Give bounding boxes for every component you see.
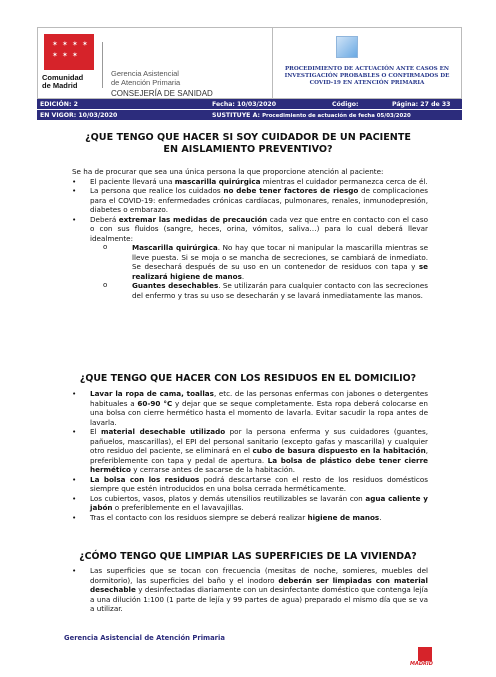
section-1-heading-line-2: EN AISLAMIENTO PREVENTIVO? [163,144,333,155]
logo-caption [42,74,100,90]
s1s1-text-d: . [241,271,245,281]
s2b1-text-c: 60-90 °C [137,398,173,408]
s1s1-text-c: se realizará higiene de manos [132,262,428,281]
section-1-bullet-3 [72,215,428,244]
page-number: Página: 27 de 33 [392,100,451,108]
subitem-marker: o [103,243,108,251]
section-2-heading: ¿QUE TENGO QUE HACER CON LOS RESIDUOS EN EL DOMICILIO? [79,373,417,384]
organization-block [102,42,272,98]
validity-bar [37,110,462,120]
s1s2-text-a: Guantes desechables [132,281,219,290]
s2b2-text-f: La bolsa de plástico debe tener cierre hermético [90,455,428,474]
s2b2-text-a: El [90,427,101,436]
s2b4-text-b: agua caliente y jabón [90,493,428,512]
edition-bar [37,99,462,109]
section-1-heading [60,132,436,156]
section-1-intro: Se ha de procurar que sea una única persona la que proporcione atención al paciente: [72,167,384,176]
replaces-label-value: Procedimiento de actuación de fecha 05/03/2020 [262,112,411,119]
in-force-label: EN VIGOR: 10/03/2020 [40,111,118,119]
s1b1-text-b: mascarilla quirúrgica [174,176,261,186]
s1s2-text-b: . Se utilizarán para cualquier contacto con las secreciones del enfermo y tras su uso se desecharán y se lavará inmediatamente las manos. [132,281,428,300]
section-1-body [72,167,428,300]
s3b1-text-b: deberán ser limpiadas con material desechable [90,575,428,594]
s1b2-text-a: La persona que realice los cuidados [90,186,224,195]
section-1-subitem-2 [72,281,428,300]
section-3-heading: ¿CÓMO TENGO QUE LIMPIAR LAS SUPERFICIES DE LA VIVIENDA? [79,551,417,562]
code-label: Código: [332,100,359,108]
s2b3-text-b: podrá descartarse con el resto de los residuos domésticos siempre que estén introducidos en una bolsa cerrada herméticamente. [90,474,428,493]
logo-text-line-2: de Madrid [42,81,78,90]
s2b2-text-b: material desechable utilizado [100,427,226,436]
footer-organization: Gerencia Asistencial de Atención Primaria [64,634,225,642]
s2b5-text-a: Tras el contacto con los residuos siempre se deberá realizar [90,512,308,522]
s2b4-text-c: o preferiblemente en el lavavajillas. [112,503,244,512]
section-2-body [72,389,428,522]
subitem-marker: o [103,281,108,289]
s2b5-text-c: . [379,512,382,522]
section-2-bullet-2 [72,427,428,475]
s2b2-text-c: por la persona enferma y sus cuidadores (guantes, pañuelos, mascarillas), el EPI del personal sanitario (excepto gafas y mascarilla) y cualquier otro residuo del paciente, se eliminará en el [90,427,428,455]
section-2-bullet-4 [72,494,428,513]
s1b3-text-b: extremar las medidas de precaución [118,214,268,224]
s3b1-text-c: y desinfectadas diariamente con un desinfectante doméstico que contenga lejía a una dilución 1:100 (1 parte de lejía y 99 partes de agua) preparado el mismo día que se va a utilizar. [90,585,428,613]
org-line-2: de Atención Primaria [111,78,181,87]
date-label: Fecha: 10/03/2020 [212,100,277,108]
s1s1-text-b: . No hay que tocar ni manipular la mascarilla mientras se lleve puesta. Si se moja o se mancha de secreciones, se cambiará de inmediato. Se desechará después de su uso en un contenedor de residuos con tapa y [132,243,428,271]
document-title: PROCEDIMIENTO DE ACTUACIÓN ANTE CASOS EN INVESTIGACIÓN PROBABLES O CONFIRMADOS DE COVID-19 EN ATENCIÓN PRIMARIA [284,66,450,86]
s1b2-text-c: de complicaciones para el COVID-19: enfermedades crónicas cardíacas, pulmonares, renales, inmunodepresión, diabetes o embarazo. [90,186,428,214]
s2b2-text-e: , preferiblemente con tapa y pedal de apertura. [90,446,429,465]
section-1-heading-line-1: ¿QUE TENGO QUE HACER SI SOY CUIDADOR DE UN PACIENTE [85,132,411,143]
section-1-bullet-1 [72,177,428,187]
s1b3-text-a: Deberá [90,214,119,224]
document-title-block [272,28,461,98]
document-header [37,27,462,99]
s2b3-text-a: La bolsa con los residuos [90,474,200,484]
section-3-bullet-1 [72,566,428,614]
footer-logo-text: MADRID [410,661,433,667]
madrid-stars-flag: ✶ ✶ ✶ ✶ ✶ ✶ ✶ [44,34,94,70]
s2b1-text-d: y dejar que se seque completamente. Esta ropa deberá colocarse en una bolsa con cierre hermético hasta el momento de lavarla. Evitar sacudir la ropa antes de lavarla. [90,398,428,427]
logo-text-line-1: Comunidad [42,73,84,82]
replaces-label [212,112,411,119]
org-line-3: CONSEJERÍA DE SANIDAD [111,89,213,98]
s1b2-text-b: no debe tener factores de riesgo [223,186,359,195]
s2b1-text-b: , etc. de las personas enfermas con jabones o detergentes habituales a [90,389,428,408]
s2b1-text-a: Lavar la ropa de cama, toallas [90,389,214,398]
footer-logo-mark [418,647,432,661]
section-1-subitem-1 [72,243,428,281]
section-2-bullet-3 [72,475,428,494]
edition-label: EDICIÓN: 2 [40,100,78,108]
s1b3-text-c: cada vez que entre en contacto con el caso o con sus fluidos (sangre, heces, orina, vómitos, saliva…) para lo cual deberá llevar idealmente: [90,214,428,243]
section-3-body [72,566,428,614]
document-icon [336,36,358,58]
section-2-bullet-5 [72,513,428,523]
org-line-1: Gerencia Asistencial [111,69,179,78]
s2b2-text-d: cubo de basura dispuesto en la habitación [252,446,426,455]
comunidad-madrid-logo [38,28,102,98]
s2b2-text-g: y cerrarse antes de sacarse de la habitación. [131,465,296,474]
madrid-footer-logo [410,647,442,669]
s1b1-text-c: mientras el cuidador permanezca cerca de él. [260,176,428,186]
s2b5-text-b: higiene de manos [307,512,380,522]
section-2-bullet-1 [72,389,428,427]
section-1-bullet-2 [72,186,428,215]
replaces-label-key: SUSTITUYE A: [212,111,260,119]
s1b1-text-a: El paciente llevará una [90,176,175,186]
s1s1-text-a: Mascarilla quirúrgica [132,243,218,252]
s3b1-text-a: Las superficies que se tocan con frecuencia (mesitas de noche, somieres, muebles del dormitorio), las superficies del baño y el inodoro [90,566,428,585]
s2b4-text-a: Los cubiertos, vasos, platos y demás utensilios reutilizables se lavarán con [90,493,366,503]
